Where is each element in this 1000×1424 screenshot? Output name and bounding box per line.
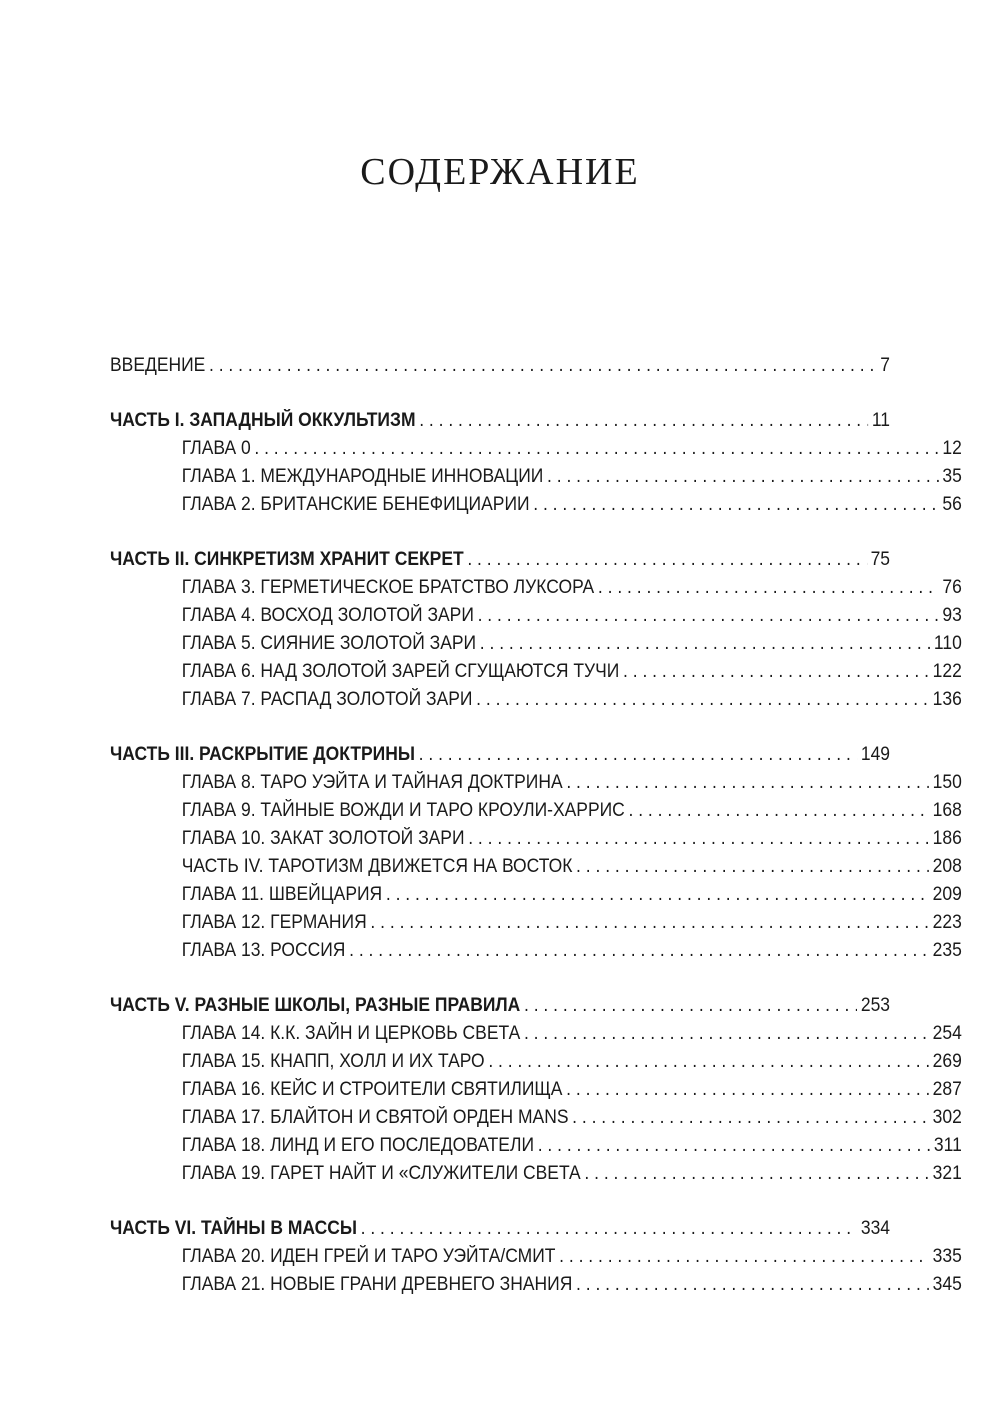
toc-entry-page-number: 110	[933, 633, 962, 654]
toc-part-entry	[110, 992, 890, 1020]
toc-entry-page-number: 345	[932, 1274, 962, 1295]
toc-chapter-entry	[110, 630, 962, 658]
toc-dot-leader	[254, 435, 938, 463]
toc-entry-page-number: 35	[942, 466, 962, 487]
toc-dot-leader	[584, 1160, 929, 1188]
toc-dot-leader	[524, 1020, 929, 1048]
toc-dot-leader	[576, 853, 929, 881]
toc-entry-label: ЧАСТЬ IV. ТАРОТИЗМ ДВИЖЕТСЯ НА ВОСТОК	[181, 856, 573, 877]
toc-entry-label: ЧАСТЬ V. РАЗНЫЕ ШКОЛЫ, РАЗНЫЕ ПРАВИЛА	[110, 995, 521, 1016]
toc-part-entry	[110, 407, 890, 435]
toc-chapter-entry	[110, 1104, 962, 1132]
toc-entry-label: ГЛАВА 8. ТАРО УЭЙТА И ТАЙНАЯ ДОКТРИНА	[181, 772, 563, 793]
toc-entry-label: ГЛАВА 19. ГАРЕТ НАЙТ И «СЛУЖИТЕЛИ СВЕТА	[181, 1163, 581, 1184]
toc-part-entry	[110, 1215, 890, 1243]
toc-dot-leader	[478, 602, 939, 630]
toc-chapter-entry	[110, 769, 962, 797]
toc-entry-label: ВВЕДЕНИЕ	[110, 355, 206, 376]
toc-chapter-entry	[110, 1132, 962, 1160]
toc-entry-label: ГЛАВА 5. СИЯНИЕ ЗОЛОТОЙ ЗАРИ	[181, 633, 477, 654]
toc-chapter-entry	[110, 1020, 962, 1048]
toc-entry-label: ГЛАВА 20. ИДЕН ГРЕЙ И ТАРО УЭЙТА/СМИТ	[181, 1246, 556, 1267]
toc-entry-page-number: 76	[942, 577, 962, 598]
toc-entry-label: ГЛАВА 9. ТАЙНЫЕ ВОЖДИ И ТАРО КРОУЛИ-ХАРРИС	[181, 800, 625, 821]
toc-entry-label: ГЛАВА 6. НАД ЗОЛОТОЙ ЗАРЕЙ СГУЩАЮТСЯ ТУЧИ	[181, 661, 620, 682]
toc-entry-label: ГЛАВА 17. БЛАЙТОН И СВЯТОЙ ОРДЕН MANS	[181, 1107, 569, 1128]
toc-entry-page-number: 208	[932, 856, 962, 877]
toc-entry-label: ГЛАВА 11. ШВЕЙЦАРИЯ	[181, 884, 383, 905]
toc-entry-page-number: 93	[942, 605, 962, 626]
toc-entry-page-number: 149	[860, 744, 891, 765]
toc-dot-leader	[566, 1076, 929, 1104]
toc-dot-leader	[538, 1132, 931, 1160]
toc-entry-label: ЧАСТЬ VI. ТАЙНЫ В МАССЫ	[110, 1218, 357, 1239]
toc-dot-leader	[209, 352, 877, 380]
toc-chapter-entry	[110, 825, 962, 853]
toc-entry-label: ГЛАВА 14. К.К. ЗАЙН И ЦЕРКОВЬ СВЕТА	[181, 1023, 521, 1044]
toc-entry-page-number: 334	[860, 1218, 891, 1239]
toc-entry-page-number: 253	[860, 995, 891, 1016]
toc-entry-page-number: 209	[932, 884, 962, 905]
toc-entry-label: ГЛАВА 12. ГЕРМАНИЯ	[181, 912, 367, 933]
toc-chapter-entry	[110, 937, 962, 965]
toc-entry-label: ГЛАВА 21. НОВЫЕ ГРАНИ ДРЕВНЕГО ЗНАНИЯ	[181, 1274, 573, 1295]
toc-dot-leader	[547, 463, 939, 491]
toc-dot-leader	[533, 491, 938, 519]
toc-entry-page-number: 321	[932, 1163, 962, 1184]
toc-chapter-entry	[110, 881, 962, 909]
toc-dot-leader	[524, 992, 857, 1020]
toc-part-entry	[110, 546, 890, 574]
toc-entry-page-number: 269	[932, 1051, 962, 1072]
toc-chapter-entry	[110, 686, 962, 714]
toc-part-entry	[110, 741, 890, 769]
toc-dot-leader	[386, 881, 929, 909]
toc-chapter-entry	[110, 463, 962, 491]
toc-chapter-entry	[110, 909, 962, 937]
toc-dot-leader	[468, 825, 929, 853]
toc-entry-label: ГЛАВА 3. ГЕРМЕТИЧЕСКОЕ БРАТСТВО ЛУКСОРА	[181, 577, 595, 598]
toc-chapter-entry	[110, 797, 962, 825]
toc-chapter-entry	[110, 1048, 962, 1076]
toc-chapter-entry	[110, 491, 962, 519]
toc-dot-leader	[480, 630, 930, 658]
toc-entry-label: ГЛАВА 13. РОССИЯ	[181, 940, 346, 961]
toc-entry-page-number: 136	[932, 689, 962, 710]
toc-chapter-entry	[110, 1160, 962, 1188]
toc-entry-page-number: 150	[932, 772, 962, 793]
toc-entry-page-number: 56	[942, 494, 962, 515]
toc-chapter-entry	[110, 1271, 962, 1299]
toc-entry-page-number: 287	[932, 1079, 962, 1100]
toc-entry	[110, 352, 890, 380]
toc-chapter-entry	[110, 658, 962, 686]
toc-entry-label: ЧАСТЬ II. СИНКРЕТИЗМ ХРАНИТ СЕКРЕТ	[110, 549, 464, 570]
toc-dot-leader	[559, 1243, 929, 1271]
table-of-contents	[110, 352, 962, 1299]
toc-entry-label: ГЛАВА 15. КНАПП, ХОЛЛ И ИХ ТАРО	[181, 1051, 485, 1072]
toc-dot-leader	[476, 686, 929, 714]
toc-dot-leader	[370, 909, 929, 937]
toc-entry-page-number: 311	[933, 1135, 962, 1156]
toc-entry-label: ГЛАВА 2. БРИТАНСКИЕ БЕНЕФИЦИАРИИ	[181, 494, 530, 515]
toc-chapter-entry	[110, 435, 962, 463]
toc-entry-page-number: 254	[932, 1023, 962, 1044]
toc-dot-leader	[598, 574, 939, 602]
toc-entry-page-number: 235	[932, 940, 962, 961]
toc-entry-label: ЧАСТЬ III. РАСКРЫТИЕ ДОКТРИНЫ	[110, 744, 415, 765]
toc-chapter-entry	[110, 602, 962, 630]
toc-dot-leader	[576, 1271, 929, 1299]
toc-entry-page-number: 7	[880, 355, 891, 376]
toc-entry-page-number: 335	[932, 1246, 962, 1267]
toc-entry-label: ГЛАВА 4. ВОСХОД ЗОЛОТОЙ ЗАРИ	[181, 605, 474, 626]
toc-entry-page-number: 223	[932, 912, 962, 933]
toc-dot-leader	[566, 769, 929, 797]
toc-entry-label: ГЛАВА 1. МЕЖДУНАРОДНЫЕ ИННОВАЦИИ	[181, 466, 544, 487]
toc-dot-leader	[572, 1104, 929, 1132]
toc-dot-leader	[419, 741, 858, 769]
toc-entry-page-number: 11	[871, 410, 891, 431]
toc-chapter-entry	[110, 853, 962, 881]
toc-dot-leader	[628, 797, 928, 825]
toc-entry-label: ГЛАВА 18. ЛИНД И ЕГО ПОСЛЕДОВАТЕЛИ	[181, 1135, 535, 1156]
toc-entry-page-number: 75	[870, 549, 891, 570]
toc-chapter-entry	[110, 574, 962, 602]
toc-entry-label: ГЛАВА 16. КЕЙС И СТРОИТЕЛИ СВЯТИЛИЩА	[181, 1079, 563, 1100]
toc-entry-label: ГЛАВА 0	[181, 438, 251, 459]
toc-chapter-entry	[110, 1243, 962, 1271]
toc-entry-page-number: 302	[932, 1107, 962, 1128]
toc-entry-page-number: 168	[932, 800, 962, 821]
toc-entry-label: ЧАСТЬ I. ЗАПАДНЫЙ ОККУЛЬТИЗМ	[110, 410, 416, 431]
toc-entry-page-number: 122	[932, 661, 962, 682]
toc-entry-page-number: 186	[932, 828, 962, 849]
page-title: СОДЕРЖАНИЕ	[360, 151, 640, 193]
toc-dot-leader	[488, 1048, 929, 1076]
toc-entry-label: ГЛАВА 10. ЗАКАТ ЗОЛОТОЙ ЗАРИ	[181, 828, 465, 849]
toc-dot-leader	[419, 407, 868, 435]
toc-entry-label: ГЛАВА 7. РАСПАД ЗОЛОТОЙ ЗАРИ	[181, 689, 473, 710]
toc-dot-leader	[467, 546, 867, 574]
toc-chapter-entry	[110, 1076, 962, 1104]
toc-dot-leader	[623, 658, 929, 686]
toc-dot-leader	[361, 1215, 858, 1243]
toc-dot-leader	[349, 937, 929, 965]
toc-entry-page-number: 12	[942, 438, 962, 459]
